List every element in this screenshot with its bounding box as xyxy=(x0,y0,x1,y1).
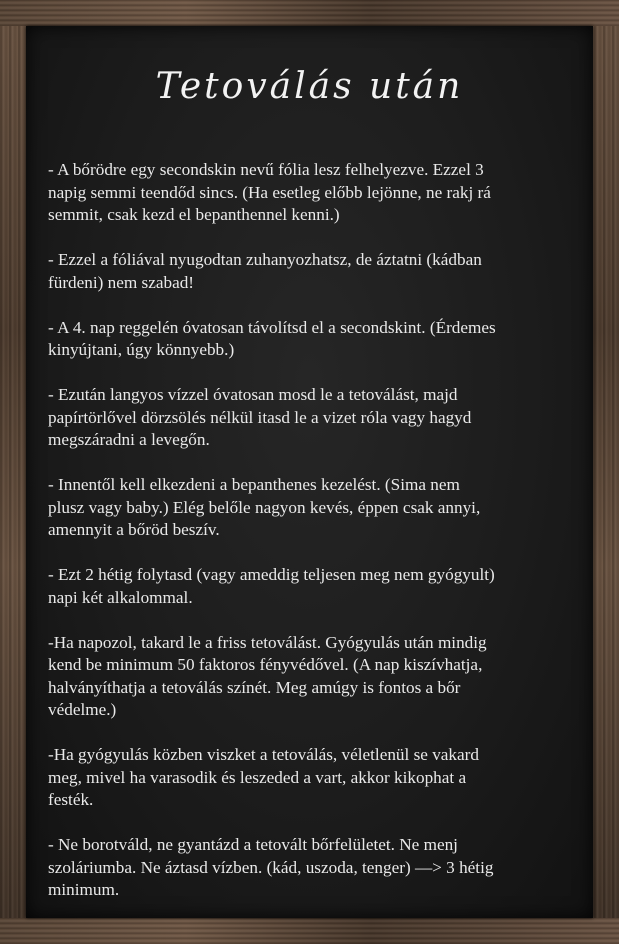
instruction-paragraph: -Ha gyógyulás közben viszket a tetoválás, véletlenül se vakard meg, mivel ha varasodik és leszeded a vart, akkor kikophat a festék. xyxy=(48,745,479,809)
instruction-paragraph: - Innentől kell elkezdeni a bepanthenes kezelést. (Sima nem plusz vagy baby.) Elég belőle nagyon kevés, éppen csak annyi, amennyit a bőröd beszív. xyxy=(48,475,481,539)
instruction-paragraph: - Ne borotváld, ne gyantázd a tetovált bőrfelületet. Ne menj szoláriumba. Ne áztasd vízben. (kád, uszoda, tenger) —> 3 hétig minimum. xyxy=(48,835,494,899)
instruction-paragraph: - A bőrödre egy secondskin nevű fólia lesz felhelyezve. Ezzel 3 napig semmi teendőd sincs. (Ha esetleg előbb lejönne, ne rakj rá semmit, csak kezd el bepanthennel kenni.) xyxy=(48,160,491,224)
chalkboard xyxy=(26,26,593,918)
instruction-paragraph: - A 4. nap reggelén óvatosan távolítsd el a secondskint. (Érdemes kinyújtani, úgy könnyebb.) xyxy=(48,317,496,359)
aftercare-instructions xyxy=(48,159,578,924)
frame-top-edge xyxy=(0,0,619,26)
instruction-paragraph: - Ezzel a fóliával nyugodtan zuhanyozhatsz, de áztatni (kádban fürdeni) nem szabad! xyxy=(48,250,482,292)
instruction-paragraph: -Ha napozol, takard le a friss tetoválást. Gyógyulás után mindig kend be minimum 50 faktoros fényvédővel. (A nap kiszívhatja, halványíthatja a tetoválás színét. Meg amúgy is fontos a bőr védelme.) xyxy=(48,632,487,719)
page-title: Tetoválás után xyxy=(155,66,464,107)
instruction-paragraph: - Ezt 2 hétig folytasd (vagy ameddig teljesen meg nem gyógyult) napi két alkalommal. xyxy=(48,565,495,607)
instruction-paragraph: - Ezután langyos vízzel óvatosan mosd le a tetoválást, majd papírtörlővel dörzsölés nélkül itasd le a vizet róla vagy hagyd megszáradni a levegőn. xyxy=(48,385,472,449)
